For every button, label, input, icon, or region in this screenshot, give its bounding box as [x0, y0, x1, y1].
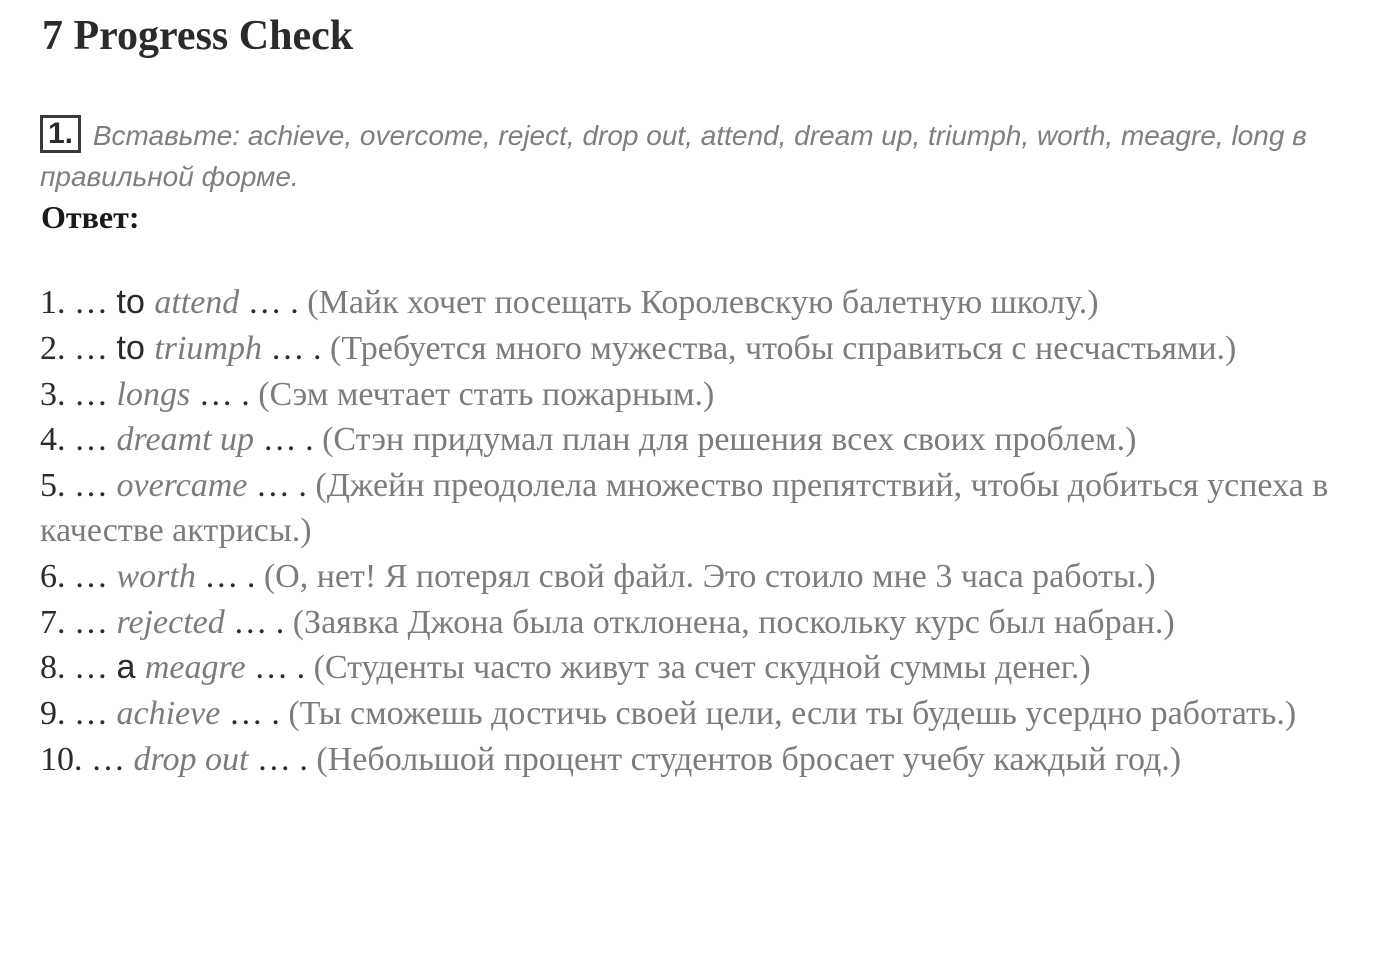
answer-translation: (Заявка Джона была отклонена, поскольку курс был набран.)	[292, 603, 1175, 641]
answer-trailing-dots: … .	[224, 603, 293, 641]
answer-word: meagre	[144, 649, 246, 687]
answer-item	[40, 600, 1360, 646]
answer-item	[40, 737, 1360, 783]
answer-word: attend	[154, 284, 240, 321]
answer-item	[40, 280, 1360, 326]
answer-item	[40, 372, 1360, 418]
answer-translation: (Майк хочет посещать Королевскую балетную школу.)	[307, 284, 1099, 321]
answer-number: 9.	[40, 695, 66, 733]
answer-list	[40, 280, 1360, 783]
answer-number: 1.	[40, 284, 66, 321]
answer-trailing-dots: … .	[239, 284, 308, 321]
answer-word: achieve	[116, 695, 221, 733]
answer-prefix: to	[116, 283, 155, 321]
answer-leading-dots: …	[65, 649, 117, 687]
answer-leading-dots: …	[65, 421, 117, 459]
answer-number: 7.	[40, 603, 66, 641]
answer-trailing-dots: … .	[245, 649, 314, 687]
answer-number: 5.	[40, 467, 66, 505]
answer-item	[40, 417, 1360, 463]
answer-trailing-dots: … .	[247, 467, 316, 505]
answer-item	[40, 463, 1360, 554]
answer-word: triumph	[154, 329, 262, 367]
answer-trailing-dots: … .	[195, 557, 264, 595]
answer-item	[40, 645, 1360, 691]
answer-leading-dots: …	[65, 603, 117, 641]
page-title: 7 Progress Check	[42, 13, 354, 59]
answer-leading-dots: …	[65, 695, 117, 733]
answer-translation: (О, нет! Я потерял свой файл. Это стоило мне 3 часа работы.)	[263, 557, 1156, 595]
answer-number: 6.	[40, 557, 66, 595]
answer-word: longs	[116, 375, 191, 413]
answer-leading-dots: …	[65, 467, 117, 505]
answer-leading-dots: …	[65, 284, 117, 321]
answer-item	[40, 326, 1360, 372]
answer-number: 10.	[40, 740, 83, 778]
answer-word: drop out	[133, 740, 249, 778]
answer-leading-dots: …	[65, 375, 117, 413]
answer-trailing-dots: … .	[220, 695, 289, 733]
answer-prefix: a	[116, 648, 145, 687]
task-instruction-block	[40, 115, 1340, 197]
answer-number: 8.	[40, 649, 66, 687]
answer-translation: (Небольшой процент студентов бросает учебу каждый год.)	[316, 740, 1182, 778]
answer-translation: (Студенты часто живут за счет скудной суммы денег.)	[313, 649, 1091, 687]
answer-word: rejected	[116, 603, 225, 641]
answer-translation: (Джейн преодолела множество препятствий, чтобы добиться успеха в качестве актрисы.)	[40, 467, 1329, 549]
answer-translation: (Ты сможешь достичь своей цели, если ты будешь усердно работать.)	[288, 695, 1297, 733]
task-instruction-text: Вставьте: achieve, overcome, reject, drop out, attend, dream up, triumph, worth, meagre, long в правильной форме.	[40, 120, 1307, 192]
answer-number: 2.	[40, 329, 66, 367]
answer-translation: (Требуется много мужества, чтобы справиться с несчастьями.)	[330, 329, 1237, 367]
answer-word: worth	[116, 557, 196, 595]
answer-number: 3.	[40, 375, 66, 413]
answer-trailing-dots: … .	[248, 740, 317, 778]
answer-trailing-dots: … .	[190, 375, 259, 413]
answer-translation: (Стэн придумал план для решения всех своих проблем.)	[322, 421, 1137, 459]
answer-leading-dots: …	[82, 740, 134, 778]
answer-leading-dots: …	[65, 329, 117, 367]
answer-item	[40, 554, 1360, 600]
answer-number: 4.	[40, 421, 66, 459]
answer-translation: (Сэм мечтает стать пожарным.)	[258, 375, 715, 413]
answer-word: overcame	[116, 467, 248, 505]
answer-trailing-dots: … .	[262, 329, 330, 367]
answer-label: Ответ:	[41, 199, 140, 235]
answer-word: dreamt up	[116, 421, 255, 459]
answer-trailing-dots: … .	[254, 421, 323, 459]
answer-item	[40, 691, 1360, 737]
answer-leading-dots: …	[65, 557, 117, 595]
answer-prefix: to	[116, 328, 155, 367]
task-number-box: 1.	[40, 115, 81, 153]
